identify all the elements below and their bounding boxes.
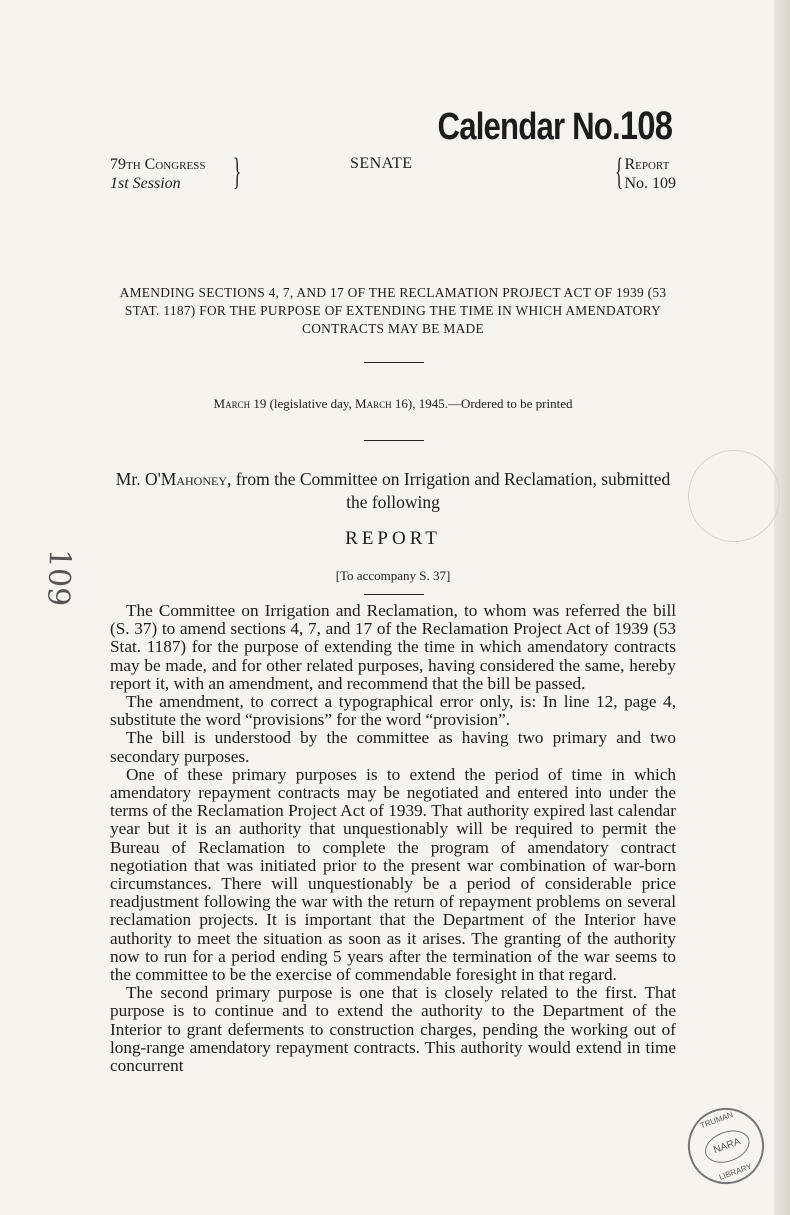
ordered-text-2: 16), 1945.—Ordered to be printed: [391, 396, 573, 411]
report-label: Report: [624, 156, 670, 173]
handwritten-margin-note: 109: [40, 548, 78, 607]
page-edge: [774, 0, 790, 1215]
report-heading: REPORT: [345, 528, 441, 549]
stamp-center-text: NARA: [701, 1125, 754, 1169]
submitted-prefix: Mr.: [115, 469, 145, 489]
submitted-by: [110, 468, 676, 514]
paragraph: The Committee on Irrigation and Reclamation, to whom was referred the bill (S. 37) to amend sections 4, 7, and 17 of the Reclamation Project Act of 1939 (53 Stat. 1187) for the purpose of extending the time in which amendatory contracts may be made, and for other related purposes, having considered the same, hereby report it, with an amendment, and recommend that the bill be passed.: [110, 601, 676, 693]
senator-name: O'Mahoney: [144, 469, 227, 489]
chamber-label: SENATE: [350, 155, 413, 172]
report-number: [624, 155, 676, 193]
document-title: AMENDING SECTIONS 4, 7, AND 17 OF THE RECLAMATION PROJECT ACT OF 1939 (53 STAT. 1187) FOR THE PURPOSE OF EXTENDING THE TIME IN WHICH AMENDATORY CONTRACTS MAY BE MADE: [119, 285, 667, 336]
divider: [364, 440, 424, 441]
report-no: No. 109: [624, 175, 676, 192]
ordered-text-1: 19 (legislative day,: [250, 396, 356, 411]
ordered-month-2: March: [355, 396, 392, 411]
document-header: [110, 151, 676, 195]
submitted-rest: , from the Committee on Irrigation and Reclamation, submitted the following: [226, 469, 671, 512]
divider: [364, 594, 424, 595]
ordered-line: [110, 396, 676, 412]
congress-label: 79th Congress: [110, 156, 206, 173]
paragraph: The amendment, to correct a typographical error only, is: In line 12, page 4, substitute the word “provisions” for the word “provision”.: [110, 692, 676, 730]
calendar-number: [437, 104, 672, 149]
congress-session: [110, 155, 205, 193]
stamp-top-text: TRUMAN: [698, 1110, 735, 1131]
faint-bleed-stamp: [688, 450, 780, 542]
paragraph: The bill is understood by the committee as having two primary and two secondary purposes.: [110, 728, 676, 766]
accompany-line: [To accompany S. 37]: [335, 568, 451, 583]
brace-left-icon: {: [615, 151, 624, 193]
paragraph: The second primary purpose is one that is closely related to the first. That purpose is to continue and to extend the authority to the Department of the Interior to grant deferments to construction charges, pending the working out of long-range amendatory repayment contracts. This authority would extend in time concurrent: [110, 983, 676, 1076]
report-body: [110, 602, 676, 1075]
paragraph: One of these primary purposes is to extend the period of time in which amendatory repayment contracts may be negotiated and entered into under the terms of the Reclamation Project Act of 1939. That authority expired last calendar year but it is an authority that unquestionably will be required to permit the Bureau of Reclamation to complete the program of amendatory contract negotiation that was initiated prior to the present war combination of war-born circumstances. There will unquestionably be a period of considerable price readjustment following the war with the return of repayment problems on several reclamation projects. It is important that the Department of the Interior have authority to meet the situation as soon as it arises. The granting of the authority now to run for a period ending 5 years after the termination of the war seems to the committee to be the exercise of commendable foresight in that regard.: [110, 764, 676, 985]
library-stamp: [677, 1097, 774, 1194]
calendar-value: 108: [619, 104, 672, 148]
stamp-bottom-text: LIBRARY: [717, 1161, 753, 1182]
brace-right-icon: }: [233, 151, 242, 193]
ordered-month-1: March: [213, 396, 251, 411]
divider: [364, 362, 424, 363]
calendar-label: Calendar No.: [437, 106, 620, 148]
session-label: 1st Session: [110, 175, 181, 192]
